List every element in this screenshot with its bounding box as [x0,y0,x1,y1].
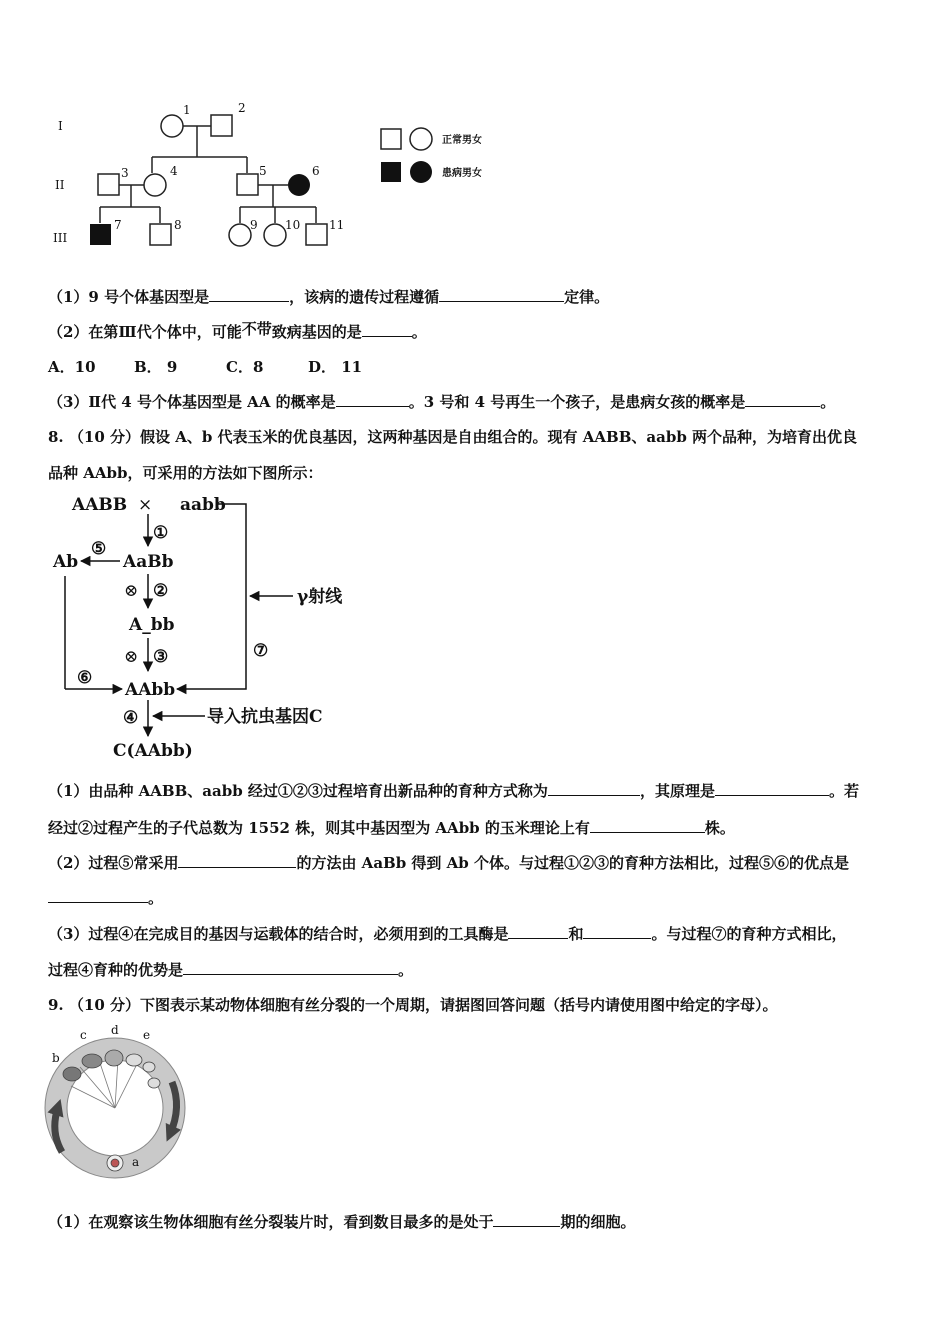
option-a[interactable]: A．10 [48,358,96,376]
legend-affected: 患病男女 [442,168,482,179]
step-4-label: ④ [123,708,139,728]
q7-part3: （3）Ⅱ代 4 号个体基因型是 AA 的概率是 。3 号和 4 号再生一个孩子，是患病女孩的概率是 。 [48,393,836,411]
option-d[interactable]: D． 11 [308,358,363,376]
answer-blank[interactable] [362,322,412,337]
pedigree-num: 3 [121,166,129,180]
q8-part1-cont: 经过②过程产生的子代总数为 1552 株，则其中基因型为 AAbb 的玉米理论上有 株。 [48,819,735,837]
gamma-ray-label: γ射线 [297,587,343,607]
answer-blank[interactable] [583,924,651,939]
q8-part3: （3）过程④在完成目的基因与运载体的结合时，必须用到的工具酶是 和 。与过程⑦的育种方式相比， [48,925,847,943]
q7-options [48,356,362,377]
answer-blank[interactable] [439,287,564,302]
target-genotype: AAbb [125,680,176,700]
pedigree-num: 6 [312,164,320,178]
step-2-label: ② [153,581,169,601]
answer-blank[interactable] [745,392,820,407]
phase-label-e: e [143,1028,151,1042]
q8-part2: （2）过程⑤常采用 的方法由 AaBb 得到 Ab 个体。与过程①②③的育种方法相比，过程⑤⑥的优点是 [48,854,849,872]
pedigree-num: 2 [238,101,246,115]
step-3-label: ③ [153,647,169,667]
answer-blank[interactable] [336,392,409,407]
gen-label-1: I [58,119,63,133]
pedigree-num: 9 [250,218,258,232]
legend-normal: 正常男女 [442,135,482,146]
result-genotype: C(AAbb) [113,741,193,761]
step-5-label: ⑤ [91,539,107,559]
phase-label-a: a [132,1155,140,1169]
parent-aabb-big: AABB [72,495,128,515]
step-6-label: ⑥ [77,668,93,688]
answer-blank[interactable] [548,781,640,796]
phase-label-d: d [111,1023,119,1037]
q8-part3-cont: 过程④育种的优势是 。 [48,961,414,979]
self-cross-symbol: ⊗ [124,581,139,601]
q8-intro: 8. （10 分）假设 A、b 代表玉米的优良基因，这两种基因是自由组合的。现有 AABB、aabb 两个品种，为培育出优良 [48,428,858,446]
f2-genotype: A_bb [129,615,175,635]
breeding-diagram [45,488,365,768]
gene-insertion-label: 导入抗虫基因C [207,707,323,727]
q7-part1: （1）9 号个体基因型是 ，该病的遗传过程遵循 定律。 [48,288,610,306]
q8-part1: （1）由品种 AABB、aabb 经过①②③过程培育出新品种的育种方式称为 ，其原理是 。若 [48,782,859,800]
q9-intro: 9. （10 分）下图表示某动物体细胞有丝分裂的一个周期，请据图回答问题（括号内请使用图中给定的字母）。 [48,996,778,1014]
step-1-label: ① [153,523,169,543]
phase-label-c: c [80,1028,87,1042]
answer-blank[interactable] [590,818,705,833]
phase-label-b: b [52,1051,60,1065]
q8-intro-cont: 品种 AAbb，可采用的方法如下图所示： [48,464,323,482]
cell-cycle-diagram [42,1022,202,1182]
pedigree-num: 8 [174,218,182,232]
pedigree-num: 5 [259,164,267,178]
answer-blank[interactable] [493,1212,560,1227]
self-cross-symbol: ⊗ [124,647,139,667]
cross-symbol: × [138,495,153,515]
gen-label-2: II [55,178,65,192]
answer-blank[interactable] [183,960,398,975]
q9-part1: （1）在观察该生物体细胞有丝分裂装片时，看到数目最多的是处于 期的细胞。 [48,1213,636,1231]
q8-part2-cont: 。 [48,887,163,908]
q7-part2: （2）在第Ⅲ代个体中，可能不带致病基因的是 。 [48,320,427,341]
answer-blank[interactable] [209,287,289,302]
answer-blank[interactable] [178,853,296,868]
answer-blank[interactable] [48,888,148,903]
answer-blank[interactable] [715,781,829,796]
pedigree-num: 7 [114,218,122,232]
option-b[interactable]: B． 9 [134,358,178,376]
f1-genotype: AaBb [123,552,174,572]
pedigree-num: 11 [329,218,345,232]
pedigree-num: 10 [285,218,301,232]
gen-label-3: III [53,231,68,245]
haploid-genotype: Ab [53,552,79,572]
answer-blank[interactable] [508,924,568,939]
pedigree-chart [40,95,560,255]
step-7-label: ⑦ [253,641,269,661]
pedigree-num: 1 [183,103,191,117]
option-c[interactable]: C．8 [226,358,264,376]
parent-aabb-small: aabb [180,495,226,515]
pedigree-num: 4 [170,164,178,178]
